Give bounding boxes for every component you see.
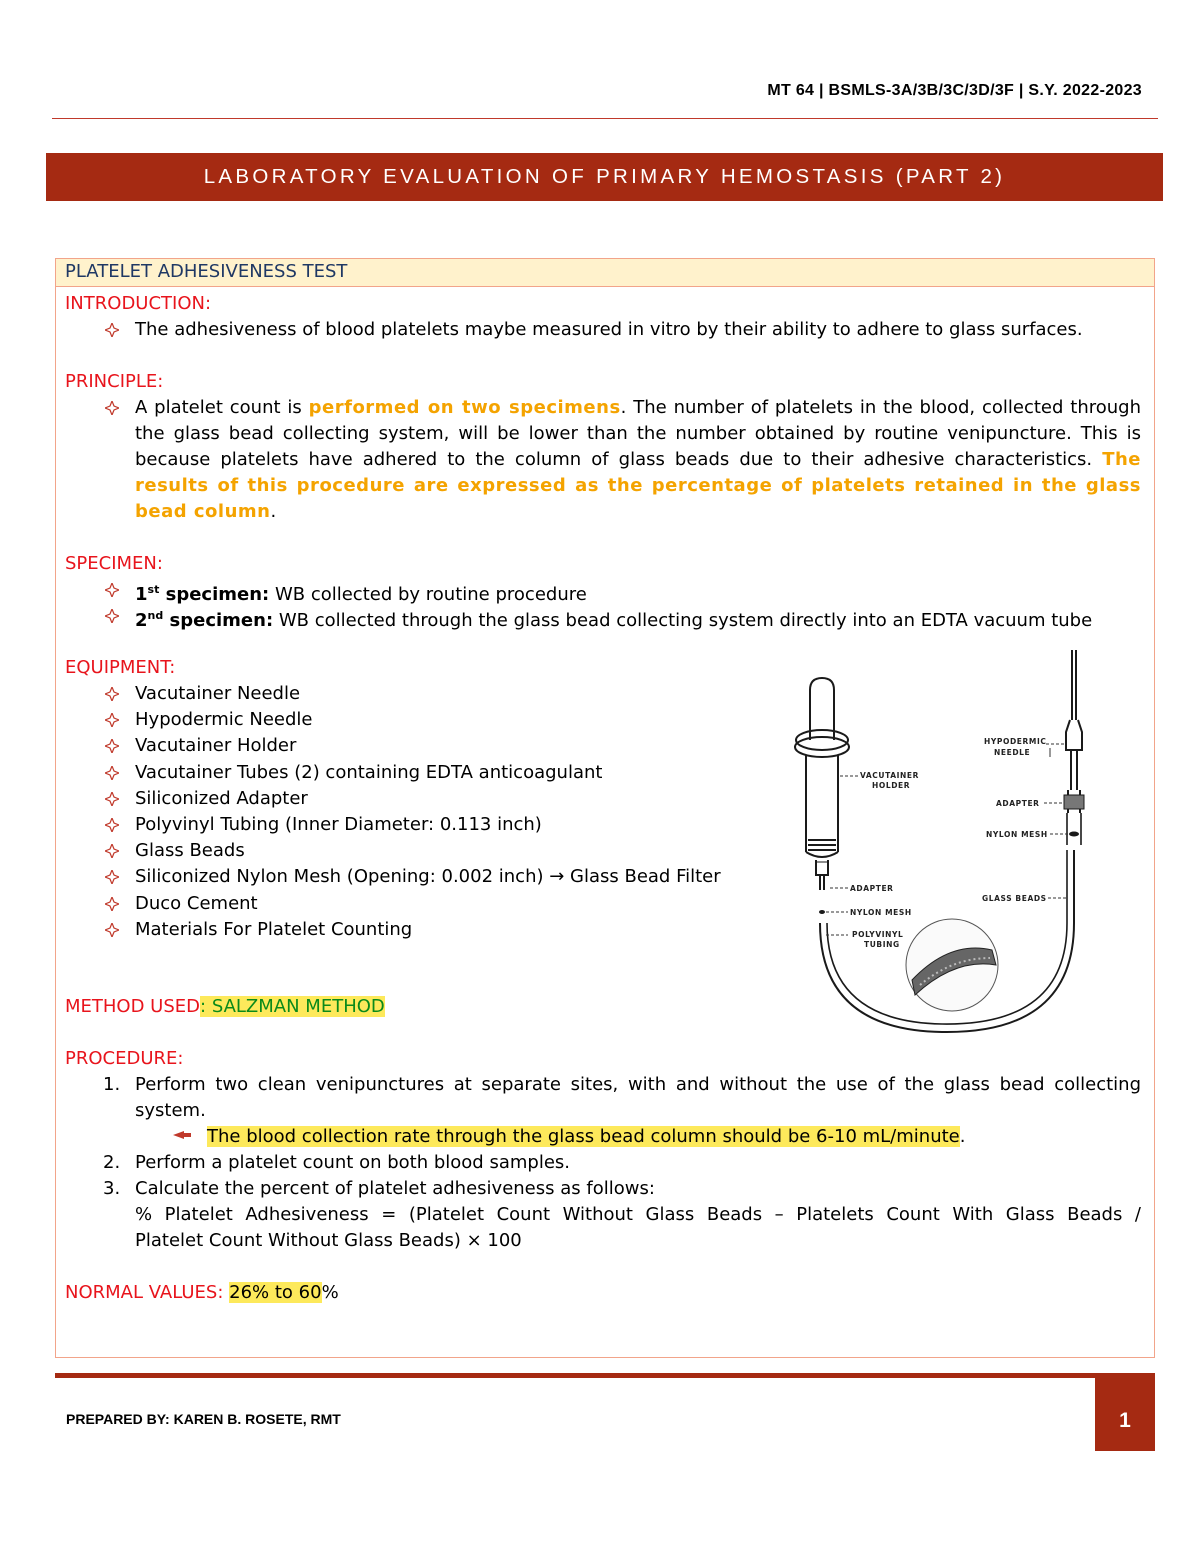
prepared-by: PREPARED BY: KAREN B. ROSETE, RMT [66,1411,341,1427]
diagram-label-needle: NEEDLE [994,748,1031,757]
principle-line-5: bead column. [135,501,277,522]
procedure-step-2: Perform a platelet count on both blood samples. [135,1152,570,1173]
principle-label: PRINCIPLE: [65,371,164,392]
diamond-bullet-icon [105,870,119,884]
diamond-bullet-icon [105,401,119,415]
diagram-label-adapter-right: ADAPTER [996,799,1040,808]
method-line: METHOD USED: SALZMAN METHOD [65,996,385,1017]
equipment-label: EQUIPMENT: [65,657,176,678]
diamond-bullet-icon [105,818,119,832]
equipment-item: Duco Cement [135,893,258,914]
equipment-item: Vacutainer Holder [135,735,297,756]
footer-rule [55,1373,1095,1378]
equipment-item: Hypodermic Needle [135,709,313,730]
diamond-bullet-icon [105,844,119,858]
glass-bead-collecting-system-diagram [780,640,1110,1035]
section-heading-bar [56,259,1154,287]
normal-values-label: NORMAL VALUES: [65,1282,224,1303]
diamond-bullet-icon [105,766,119,780]
course-header: MT 64 | BSMLS-3A/3B/3C/3D/3F | S.Y. 2022-2023 [767,82,1142,99]
specimen-label: SPECIMEN: [65,553,163,574]
diamond-bullet-icon [105,583,119,597]
procedure-note: The blood collection rate through the glass bead column should be 6-10 mL/minute. [207,1126,966,1147]
diagram-label-glass-beads: GLASS BEADS [982,894,1047,903]
equipment-item: Materials For Platelet Counting [135,919,413,940]
diamond-bullet-icon [105,739,119,753]
pointing-hand-icon [172,1129,192,1141]
principle-line-2: the glass bead collecting system, will be lower than the number obtained by routine venipuncture. This is [135,423,1141,444]
diagram-label-adapter-left: ADAPTER [850,884,894,893]
diagram-label-polyvinyl: POLYVINYL [852,930,904,939]
procedure-step-1-line-2: system. [135,1100,206,1121]
diagram-label-nylon-mesh-right: NYLON MESH [986,830,1048,839]
diamond-bullet-icon [105,897,119,911]
diamond-bullet-icon [105,687,119,701]
diagram-label-nylon-mesh-left: NYLON MESH [850,908,912,917]
equipment-item: Polyvinyl Tubing (Inner Diameter: 0.113 inch) [135,814,542,835]
introduction-label: INTRODUCTION: [65,293,212,314]
equipment-item: Glass Beads [135,840,245,861]
diagram-label-hypodermic: HYPODERMIC [984,737,1047,746]
page-number: 1 [1119,1409,1131,1432]
page-number-box [1095,1373,1155,1451]
equipment-item: Vacutainer Needle [135,683,301,704]
normal-values-line: NORMAL VALUES: 26% to 60% [65,1282,339,1303]
specimen-item-1: 1st specimen: WB collected by routine procedure [135,583,587,605]
header-rule [52,118,1158,119]
normal-values-range: 26% to 60 [229,1282,322,1303]
principle-line-1: A platelet count is performed on two specimens. The number of platelets in the blood, collected through [135,397,1142,418]
step-number: 3. [103,1178,121,1199]
procedure-label: PROCEDURE: [65,1048,184,1069]
diagram-label-holder: HOLDER [872,781,911,790]
equipment-item: Siliconized Nylon Mesh (Opening: 0.002 inch) → Glass Bead Filter [135,866,721,887]
page-title: LABORATORY EVALUATION OF PRIMARY HEMOSTASIS (PART 2) [203,165,1006,188]
principle-line-4: results of this procedure are expressed as the percentage of platelets retained in the glass [135,475,1141,496]
step-number: 2. [103,1152,121,1173]
specimen-item-2: 2nd specimen: WB collected through the glass bead collecting system directly into an EDTA vacuum tube [135,609,1093,631]
procedure-step-3: Calculate the percent of platelet adhesiveness as follows: [135,1178,655,1199]
diagram-label-vacutainer: VACUTAINER [860,771,919,780]
principle-line-3: because platelets have adhered to the column of glass beads due to their adhesive characteristics. The [135,449,1141,470]
formula-line-2: Platelet Count Without Glass Beads) × 100 [135,1230,522,1251]
diamond-bullet-icon [105,792,119,806]
diagram-label-tubing: TUBING [864,940,900,949]
diamond-bullet-icon [105,323,119,337]
diamond-bullet-icon [105,923,119,937]
formula-line-1: % Platelet Adhesiveness = (Platelet Count Without Glass Beads – Platelets Count With Glass Beads / [135,1204,1141,1225]
introduction-text: The adhesiveness of blood platelets maybe measured in vitro by their ability to adhere to glass surfaces. [135,319,1083,340]
section-heading: PLATELET ADHESIVENESS TEST [65,261,348,282]
step-number: 1. [103,1074,121,1095]
method-label: METHOD USED [65,996,201,1017]
diamond-bullet-icon [105,609,119,623]
procedure-step-1-line-1: Perform two clean venipunctures at separate sites, with and without the use of the glass bead collecting [135,1074,1141,1095]
diamond-bullet-icon [105,713,119,727]
equipment-item: Vacutainer Tubes (2) containing EDTA anticoagulant [135,762,603,783]
equipment-item: Siliconized Adapter [135,788,308,809]
method-value: SALZMAN METHOD [206,996,385,1017]
title-bar [46,153,1163,201]
